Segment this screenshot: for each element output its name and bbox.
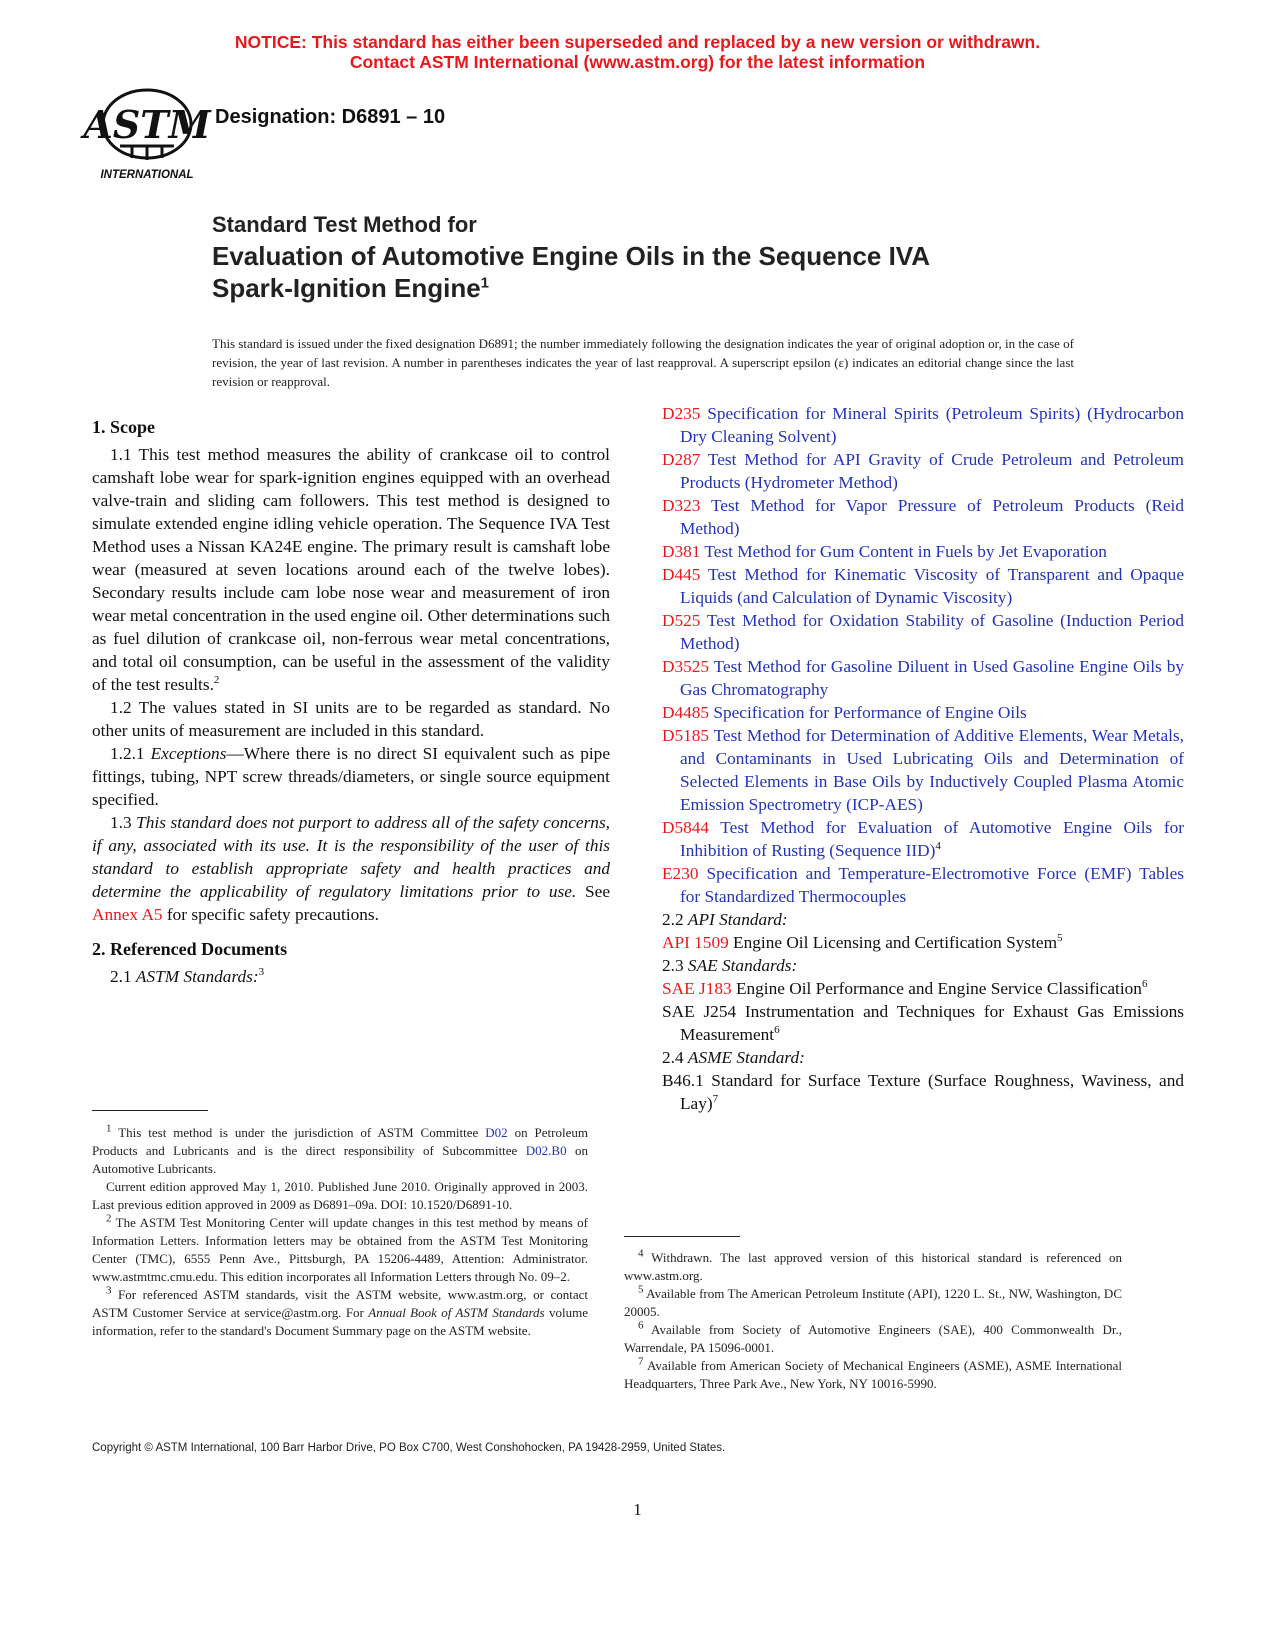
- astm-ref-title-link[interactable]: Test Method for Vapor Pressure of Petroleum Products (Reid Method): [680, 496, 1184, 538]
- astm-reference-list: [662, 402, 1184, 908]
- footnote-3: $^3$ For referenced ASTM standards, visit the ASTM website, www.astm.org, or contact ASTM Customer Service at service@astm.org. For Annual Book of ASTM Standards volume information, refer to the standard's Document Summary page on the ASTM website.: [92, 1284, 588, 1338]
- asme-ref: B46.1 Standard for Surface Texture (Surface Roughness, Waviness, and Lay)$^7$: [662, 1071, 1184, 1113]
- astm-ref-code-link[interactable]: D525: [662, 611, 701, 630]
- astm-ref-item: [662, 655, 1184, 701]
- footnote-ref-2[interactable]: 2: [213, 674, 220, 687]
- sae-heading: 2.3 SAE Standards:: [662, 956, 798, 975]
- astm-ref-title-link[interactable]: Test Method for Gasoline Diluent in Used Gasoline Engine Oils by Gas Chromatography: [680, 657, 1184, 699]
- astm-ref-title-link[interactable]: Specification for Performance of Engine Oils: [713, 703, 1027, 722]
- astm-ref-code-link[interactable]: E230: [662, 864, 699, 883]
- astm-ref-item: [662, 724, 1184, 816]
- astm-ref-code-link[interactable]: D4485: [662, 703, 710, 722]
- astm-ref-item: [662, 701, 1184, 724]
- astm-logo: [83, 86, 211, 182]
- astm-ref-title-link[interactable]: Specification for Mineral Spirits (Petroleum Spirits) (Hydrocarbon Dry Cleaning Solvent): [680, 404, 1184, 446]
- issue-note: This standard is issued under the fixed designation D6891; the number immediately following the designation indicates the year of original adoption or, in the case of revision, the year of last revision. A number in parentheses indicates the year of last reapproval. A superscript epsilon (ε) indicates an editorial change since the last revision or reapproval.: [212, 336, 1074, 389]
- sae-j183-link[interactable]: SAE J183: [662, 979, 732, 998]
- refdocs-heading: 2. Referenced Documents: [92, 939, 288, 959]
- api-ref: API 1509 Engine Oil Licensing and Certification System$^5$: [662, 932, 1063, 952]
- astm-ref-title-link[interactable]: Test Method for Determination of Additive Elements, Wear Metals, and Contaminants in Used Lubricating Oils and Determination of Selected Elements in Base Oils by Inductively Coupled Plasma Atomic Emission Spectrometry (ICP-AES): [680, 726, 1184, 814]
- title-footnote-mark[interactable]: 1: [480, 274, 490, 292]
- logo-label: INTERNATIONAL: [100, 169, 194, 181]
- footnote-5: $^5$ Available from The American Petroleum Institute (API), 1220 L. St., NW, Washington, DC 20005.: [624, 1283, 1122, 1319]
- astm-ref-item: [662, 563, 1184, 609]
- title-line-2: Spark-Ignition Engine: [212, 273, 481, 303]
- scope-1-2-1: 1.2.1 Exceptions—Where there is no direct SI equivalent such as pipe fittings, tubing, NPT screw threads/diameters, or single source equipment specified.: [92, 744, 610, 809]
- api-heading: 2.2 API Standard:: [662, 910, 788, 929]
- footnotes-right: [624, 1249, 1122, 1393]
- astm-ref-item: [662, 862, 1184, 908]
- astm-ref-code-link[interactable]: D287: [662, 450, 701, 469]
- footnote-7: $^7$ Available from American Society of Mechanical Engineers (ASME), ASME International Headquarters, Three Park Ave., New York, NY 10016-5990.: [624, 1355, 1122, 1391]
- footnote-ref-3[interactable]: 3: [258, 966, 265, 979]
- annex-a5-link[interactable]: Annex A5: [92, 905, 163, 924]
- footnote-ref[interactable]: 4: [935, 840, 941, 853]
- astm-ref-title-link[interactable]: Test Method for Oxidation Stability of Gasoline (Induction Period Method): [680, 611, 1184, 653]
- astm-ref-title-link[interactable]: Test Method for API Gravity of Crude Petroleum and Petroleum Products (Hydrometer Method): [680, 450, 1184, 492]
- copyright: Copyright © ASTM International, 100 Barr Harbor Drive, PO Box C700, West Conshohocken, PA 19428-2959, United States.: [92, 1442, 726, 1454]
- astm-ref-title-link[interactable]: Test Method for Evaluation of Automotive Engine Oils for Inhibition of Rusting (Sequence IID): [680, 818, 1184, 860]
- astm-ref-item: [662, 494, 1184, 540]
- astm-ref-code-link[interactable]: D3525: [662, 657, 710, 676]
- astm-ref-item: [662, 402, 1184, 448]
- d02-link[interactable]: D02: [485, 1125, 508, 1140]
- sae-j254-ref: SAE J254 Instrumentation and Techniques for Exhaust Gas Emissions Measurement$^6$: [662, 1002, 1184, 1044]
- api-1509-link[interactable]: API 1509: [662, 933, 729, 952]
- astm-ref-code-link[interactable]: D235: [662, 404, 701, 423]
- svg-text:ASTM: ASTM: [83, 102, 211, 147]
- notice-banner: [0, 32, 1275, 72]
- astm-ref-item: [662, 448, 1184, 494]
- footnote-rule-right: [624, 1236, 740, 1237]
- footnote-1-edition: Current edition approved May 1, 2010. Published June 2010. Originally approved in 2003. Last previous edition approved in 2009 as D6891–09a. DOI: 10.1520/D6891-10.: [92, 1179, 588, 1212]
- page-number: 1: [633, 1500, 642, 1519]
- title-pre: Standard Test Method for: [212, 212, 477, 237]
- designation: Designation: D6891 – 10: [215, 106, 446, 128]
- document-title: [212, 210, 1112, 304]
- astm-ref-code-link[interactable]: D381: [662, 542, 701, 561]
- right-column: [662, 402, 1184, 1115]
- astm-ref-item: [662, 609, 1184, 655]
- notice-line-1: NOTICE: This standard has either been superseded and replaced by a new version or withdrawn.: [234, 32, 1041, 52]
- astm-ref-item: [662, 540, 1184, 563]
- scope-1-2: 1.2 The values stated in SI units are to be regarded as standard. No other units of measurement are included in this standard.: [92, 698, 610, 740]
- astm-ref-title-link[interactable]: Test Method for Kinematic Viscosity of Transparent and Opaque Liquids (and Calculation of Dynamic Viscosity): [680, 565, 1184, 607]
- footnote-2: $^2$ The ASTM Test Monitoring Center will update changes in this test method by means of Information Letters. Information letters may be obtained from the ASTM Test Monitoring Center (TMC), 6555 Penn Ave., Pittsburgh, PA 15206-4489, Attention: Administrator. www.astmtmc.cmu.edu. This edition incorporates all Information Letters through No. 09–2.: [92, 1212, 588, 1284]
- footnote-1: $^1$ This test method is under the jurisdiction of ASTM Committee D02 on Petroleum Products and Lubricants and is the direct responsibility of Subcommittee D02.B0 on Automotive Lubricants.: [92, 1122, 589, 1176]
- d02-b0-link[interactable]: D02.B0: [525, 1143, 567, 1158]
- sae-j183-ref: SAE J183 Engine Oil Performance and Engine Service Classification$^6$: [662, 978, 1148, 998]
- scope-heading: 1. Scope: [92, 417, 155, 437]
- footnotes-left: [92, 1124, 588, 1340]
- left-column: [92, 416, 610, 988]
- astm-ref-title-link[interactable]: Test Method for Gum Content in Fuels by Jet Evaporation: [704, 542, 1107, 561]
- footnote-rule-left: [92, 1110, 208, 1111]
- asme-heading: 2.4 ASME Standard:: [662, 1048, 805, 1067]
- scope-1-1: 1.1 This test method measures the ability of crankcase oil to control camshaft lobe wear for spark-ignition engines equipped with an overhead valve-train and sliding cam followers. This test method is designed to simulate extended engine idling vehicle operation. The Sequence IVA Test Method uses a Nissan KA24E engine. The primary result is camshaft lobe wear (measured at seven locations around each of the twelve lobes). Secondary results include cam lobe nose wear and measurement of iron wear metal concentration in the used engine oil. Other determinations such as fuel dilution of crankcase oil, non-ferrous wear metal concentrations, and total oil consumption, can be useful in the assessment of the validity of the test results.$^2$: [92, 445, 610, 694]
- notice-line-2: Contact ASTM International (www.astm.org) for the latest information: [349, 52, 926, 72]
- footnote-6: $^6$ Available from Society of Automotive Engineers (SAE), 400 Commonwealth Dr., Warrendale, PA 15096-0001.: [624, 1319, 1122, 1355]
- astm-ref-code-link[interactable]: D323: [662, 496, 701, 515]
- astm-ref-item: [662, 816, 1184, 862]
- title-line-1: Evaluation of Automotive Engine Oils in the Sequence IVA: [212, 241, 930, 271]
- scope-1-3: 1.3 This standard does not purport to address all of the safety concerns, if any, associated with its use. It is the responsibility of the user of this standard to establish appropriate safety and health practices and determine the applicability of regulatory limitations prior to use. See Annex A5 for specific safety precautions.: [92, 813, 610, 924]
- refdocs-2-1: 2.1 ASTM Standards:$^3$: [110, 966, 265, 986]
- astm-ref-title-link[interactable]: Specification and Temperature-Electromotive Force (EMF) Tables for Standardized Thermocouples: [680, 864, 1184, 906]
- astm-ref-code-link[interactable]: D5844: [662, 818, 710, 837]
- astm-ref-code-link[interactable]: D445: [662, 565, 701, 584]
- footnote-4: $^4$ Withdrawn. The last approved version of this historical standard is referenced on www.astm.org.: [624, 1247, 1122, 1283]
- astm-logo-icon: [83, 86, 211, 182]
- astm-ref-code-link[interactable]: D5185: [662, 726, 710, 745]
